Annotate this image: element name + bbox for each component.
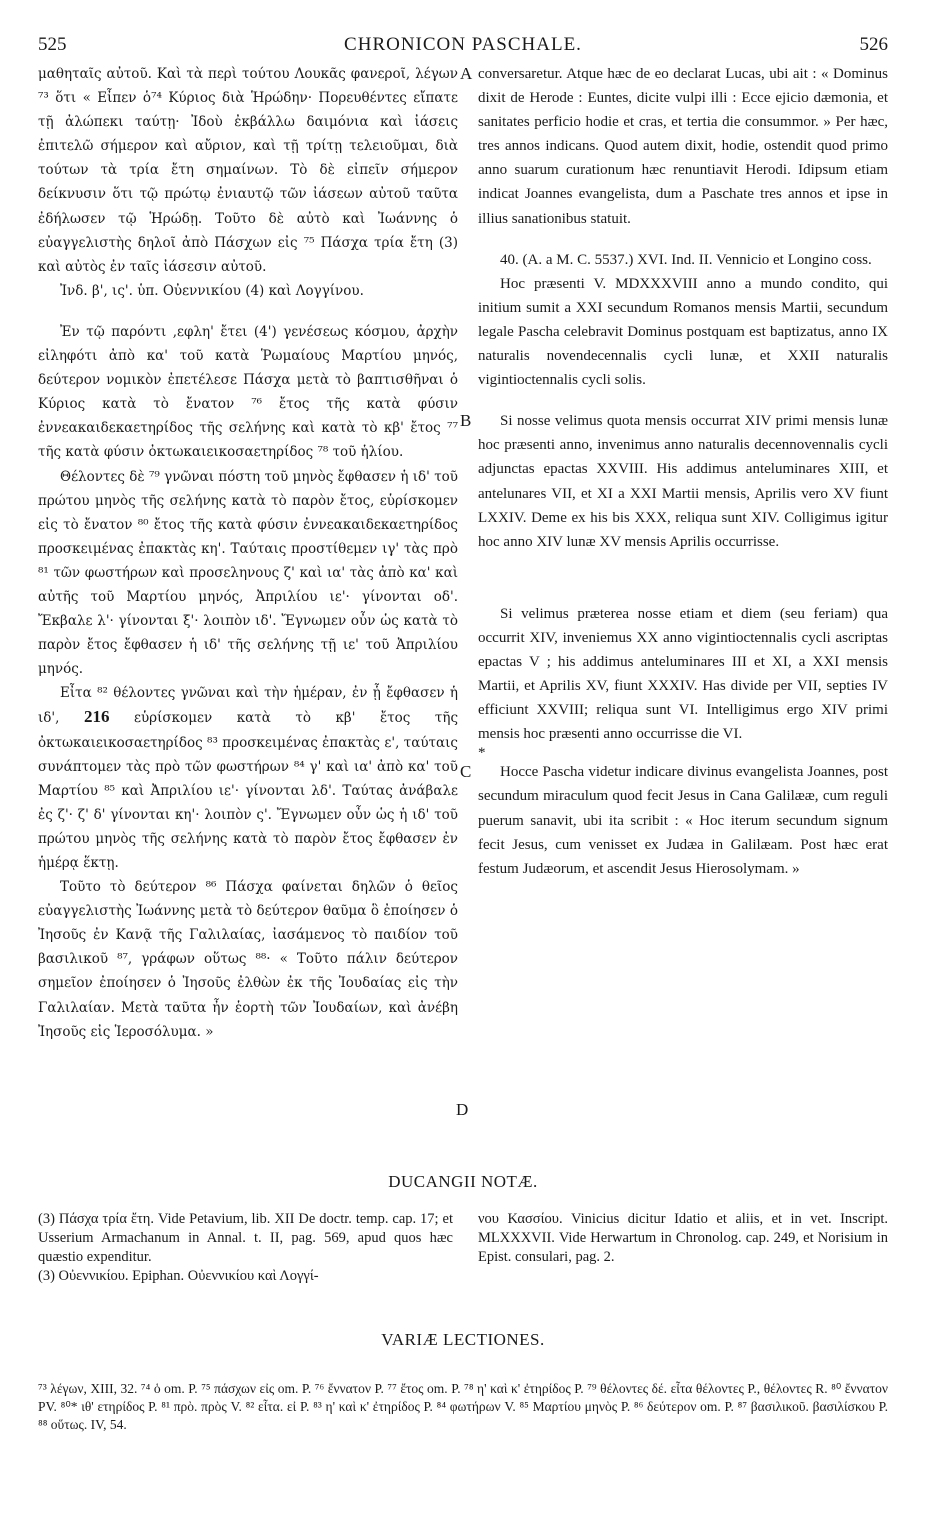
latin-paragraph: Hocce Pascha videtur indicare divinus evangelista Joannes, post secundum miraculum quod fecit Jesus in Cana Galilææ, cum reguli puerum sanavit, ubi ita scribit : « Hoc iterum secundum signum fecit Jesus, cum venisset ex Judæa in Galilæam. Post hæc erat festum Judæorum, et ascendit Jesus Hierosolymam. »: [478, 764, 888, 877]
greek-consul-line: Ἰνδ. β', ις'. ὑπ. Οὐεννικίου (4) καὶ Λογγίνου.: [60, 282, 364, 299]
variae-title: VARIÆ LECTIONES.: [381, 1330, 545, 1349]
latin-year-heading: 40. (A. a M. C. 5537.) XVI. Ind. II. Vennicio et Longino coss.: [500, 251, 872, 268]
notes-right: [478, 1210, 888, 1267]
variae-lectiones: [38, 1380, 888, 1434]
page-number-right: 526: [859, 34, 888, 55]
running-title: CHRONICON PASCHALE.: [344, 34, 582, 55]
migne-column-number: 216: [83, 707, 110, 727]
latin-paragraph: Hoc præsenti V. MDXXXVIII anno a mundo condito, qui initium sumit a XXI secundum Romanos mensis Martii, secundum legale Pascha celebravit Dominus postquam est baptizatus, anno IX naturalis novendecennalis cycli lunæ, et XXII naturalis vigintioctennalis cycli solis.: [478, 275, 888, 389]
variae-text: ⁷³ λέγων, XIII, 32. ⁷⁴ ὁ om. P. ⁷⁵ πάσχων εἰς om. P. ⁷⁶ ἔννατον P. ⁷⁷ ἔτος om. P. ⁷⁸ η' καὶ κ' ἐτηρίδος P. ⁷⁹ θέλοντες δέ. εἶτα θέλοντες P., θέλοντες R. ⁸⁰ ἔννατον PV. ⁸⁰* ιθ' ετηρίδος P. ⁸¹ πρὸ. πρὸς V. ⁸² εἶτα. εἰ P. ⁸³ η' καὶ κ' ἐτηρίδος P. ⁸⁴ φωτήρων V. ⁸⁵ Μαρτίου μηνὸς P. ⁸⁶ δεύτερον om. P. ⁸⁷ βασιλικοῦ. βασιλίσκου P. ⁸⁸ οὕτως. IV, 54.: [38, 1381, 888, 1432]
margin-marker-d: D: [456, 1100, 469, 1119]
margin-marker-c: C: [460, 762, 472, 781]
page-header: [0, 0, 926, 62]
greek-paragraph: Εἶτα ⁸² θέλοντες γνῶναι καὶ τὴν ἡμέραν, ἐν ᾗ ἔφθασεν ἡ ιδ', 216 εὑρίσκομεν κατὰ τὸ κβ' ἔτος τῆς ὀκτωκαιεικοσαετηρίδος ⁸³ προσκειμένας ἐπακτὰς ε', ταύταις συνάπτομεν τὰς πρὸ τῶν φωστήρων ⁸⁴ γ' καὶ ια' ἀπὸ κα' τοῦ Μαρτίου ⁸⁵ καὶ Ἀπριλίου ιε'· γίνονται λδ'. Ταύτας ἀνάβαλε ἐς ζ'· ζ' δ' γίνονται κη'· λοιπὸν ς'. Ἔγνωμεν οὖν ὡς ἡ ιδ' τοῦ πρώτου μηνὸς τῆς σελήνης κατὰ τὸ παρὸν ἔτος ἔφθασεν ἐν ἡμέρᾳ ἕκτῃ.: [38, 685, 458, 871]
note-entry: (3) Οὐεννικίου. Epiphan. Οὐεννικίου καὶ Λογγί-: [38, 1268, 319, 1284]
greek-paragraph: Ἐν τῷ παρόντι ,εφλη' ἔτει (4') γενέσεως κόσμου, ἀρχὴν εἰληφότι ἀπὸ κα' τοῦ κατὰ Ῥωμαίους Μαρτίου μηνός, δεύτερον νομικὸν ἐπετέλεσε Πάσχα μετὰ τὸ βαπτισθῆναι ὁ Κύριος κατὰ τὸ ἔνατον ⁷⁶ ἔτος τῆς κατὰ φύσιν ἐννεακαιδεκαετηρίδος τῆς σελήνης καὶ κατὰ τὸ κβ' ἔτος ⁷⁷ τῆς κατὰ φύσιν ὀκτωκαιεικοσαετηρίδος ⁷⁸ τοῦ ἡλίου.: [38, 323, 458, 461]
latin-paragraph: Si velimus præterea nosse etiam et diem (seu feriam) qua occurrit XIV, inveniemus XX anno vigintioctennalis cycli ascriptas epactas V ; his addimus anteluminares III et XI, a XXI mensis Martii, et Aprilis XV, fiunt XXXIV. Has divide per VII, septies IV efficiunt XXVIII; reliqua sunt VI. Intelligimus ergo XIV primi mensis hoc præsenti anno occurrisse die VI.: [478, 605, 888, 743]
latin-paragraph: conversaretur. Atque hæc de eo declarat Lucas, ubi ait : « Dominus dixit de Herode : Euntes, dicite vulpi illi : Ecce ejicio dæmonia, et sanitates perficio hodie et cras, et tertia die consummor. » Per hæc, tres annos indicans. Quod autem dixit, hodie, ostendit quod primo anno suarum curationum hæc renuntiavit Herodi. Idipsum etiam indicat Joannes evangelista, dum a Paschate tres annos et ipse in illius sanationibus statuit.: [478, 66, 888, 227]
greek-paragraph: Τοῦτο τὸ δεύτερον ⁸⁶ Πάσχα φαίνεται δηλῶν ὁ θεῖος εὐαγγελιστὴς Ἰωάννης μετὰ τὸ δεύτερον θαῦμα ὃ ἐποίησεν ὁ Ἰησοῦς ἐν Κανᾷ τῆς Γαλιλαίας, ἰασάμενος τὸ παιδίον τοῦ βασιλικοῦ ⁸⁷, γράφων οὕτως ⁸⁸· « Τοῦτο πάλιν δεύτερον σημεῖον ἐποίησεν ὁ Ἰησοῦς ἐλθὼν ἐκ τῆς Ἰουδαίας εἰς τὴν Γαλιλαίαν. Μετὰ ταῦτα ἦν ἑορτὴ τῶν Ἰουδαίων, καὶ ἀνέβη Ἰησοῦς εἰς Ἱεροσόλυμα. »: [38, 879, 458, 1040]
notes-left: [38, 1210, 453, 1286]
note-entry: (3) Πάσχα τρία ἔτη. Vide Petavium, lib. XII De doctr. temp. cap. 17; et Usserium Armachanum in Annal. t. II, pag. 569, apud quos hæc quæstio expenditur.: [38, 1211, 453, 1265]
greek-column: [38, 62, 458, 1044]
latin-column: [478, 62, 888, 881]
latin-star: *: [478, 745, 486, 762]
page-number-left: 525: [38, 34, 67, 55]
greek-paragraph: μαθηταῖς αὐτοῦ. Καὶ τὰ περὶ τούτου Λουκᾶς φανεροῖ, λέγων ⁷³ ὅτι « Εἶπεν ὁ⁷⁴ Κύριος διὰ Ἡρώδην· Πορευθέντες εἴπατε τῇ ἀλώπεκι ταύτῃ· Ἰδοὺ ἐκβάλλω δαιμόνια καὶ ἰάσεις ἐπιτελῶ σήμερον καὶ αὔριον, καὶ τῇ τρίτῃ τελειοῦμαι, διὰ τούτων τὰ τρία ἔτη σημαίνων. Τὸ δὲ εἰπεῖν σήμερον δείκνυσιν ὅτι τῷ πρώτῳ ἐνιαυτῷ τῶν ἰάσεων αὐτοῦ ταῦτα ἐδήλωσεν τῷ Ἡρώδῃ. Τοῦτο δὲ αὐτὸ καὶ Ἰωάννης ὁ εὐαγγελιστὴς δηλοῖ ἀπὸ Πάσχων εἰς ⁷⁵ Πάσχα τρία ἔτη (3) καὶ αὐτὸς ἐν ταῖς ἰάσεσιν αὐτοῦ.: [38, 66, 458, 275]
notes-title: DUCANGII NOTÆ.: [388, 1172, 538, 1191]
margin-marker-a: A: [460, 64, 473, 83]
margin-marker-b: B: [460, 411, 472, 430]
greek-paragraph: Θέλοντες δὲ ⁷⁹ γνῶναι πόστη τοῦ μηνὸς ἔφθασεν ἡ ιδ' τοῦ πρώτου μηνὸς τῆς σελήνης κατὰ τὸ παρὸν ἔτος, εὑρίσκομεν εἰς τὸ ἔνατον ⁸⁰ ἔτος τῆς κατὰ φύσιν ἐννεακαιδεκαετηρίδος προσκειμένας ἐπακτὰς κη'. Ταύταις προστίθεμεν ιγ' τὰς πρὸ ⁸¹ τῶν φωστήρων καὶ προσεληνους ζ' καὶ ια' τὰς ἀπὸ κα' καὶ αὐτῆς τοῦ Μαρτίου μηνός, Ἀπριλίου ιε'· γίνονται οδ'. Ἔκβαλε λ'· γίνονται ξ'· λοιπὸν ιδ'. Ἔγνωμεν οὖν ὡς κατὰ τὸ παρὸν ἔτος ἔφθασεν ἡ ιδ' τῆς σελήνης τῇ ιε' τοῦ Ἀπριλίου μηνός.: [38, 468, 458, 678]
note-entry: νου Κασσίου. Vinicius dicitur Idatio et aliis, et in vet. Inscript. MLXXXVII. Vide Herwartum in Chronolog. cap. 249, et Norisium in Epist. consulari, pag. 2.: [478, 1211, 888, 1265]
latin-paragraph: Si nosse velimus quota mensis occurrat XIV primi mensis lunæ hoc præsenti anno, invenimus anno naturalis decennovennalis cycli adjunctas epactas XXVIII. His addimus anteluminares XIII, et antelunares VII, et XI a XXI Martii mensis, Aprilis vero XV fiunt LXXIV. Deme ex his bis XXX, reliqua sunt XIV. Colligimus igitur hoc anno XIV lunæ XV mensis Aprilis occurrisse.: [478, 413, 888, 550]
